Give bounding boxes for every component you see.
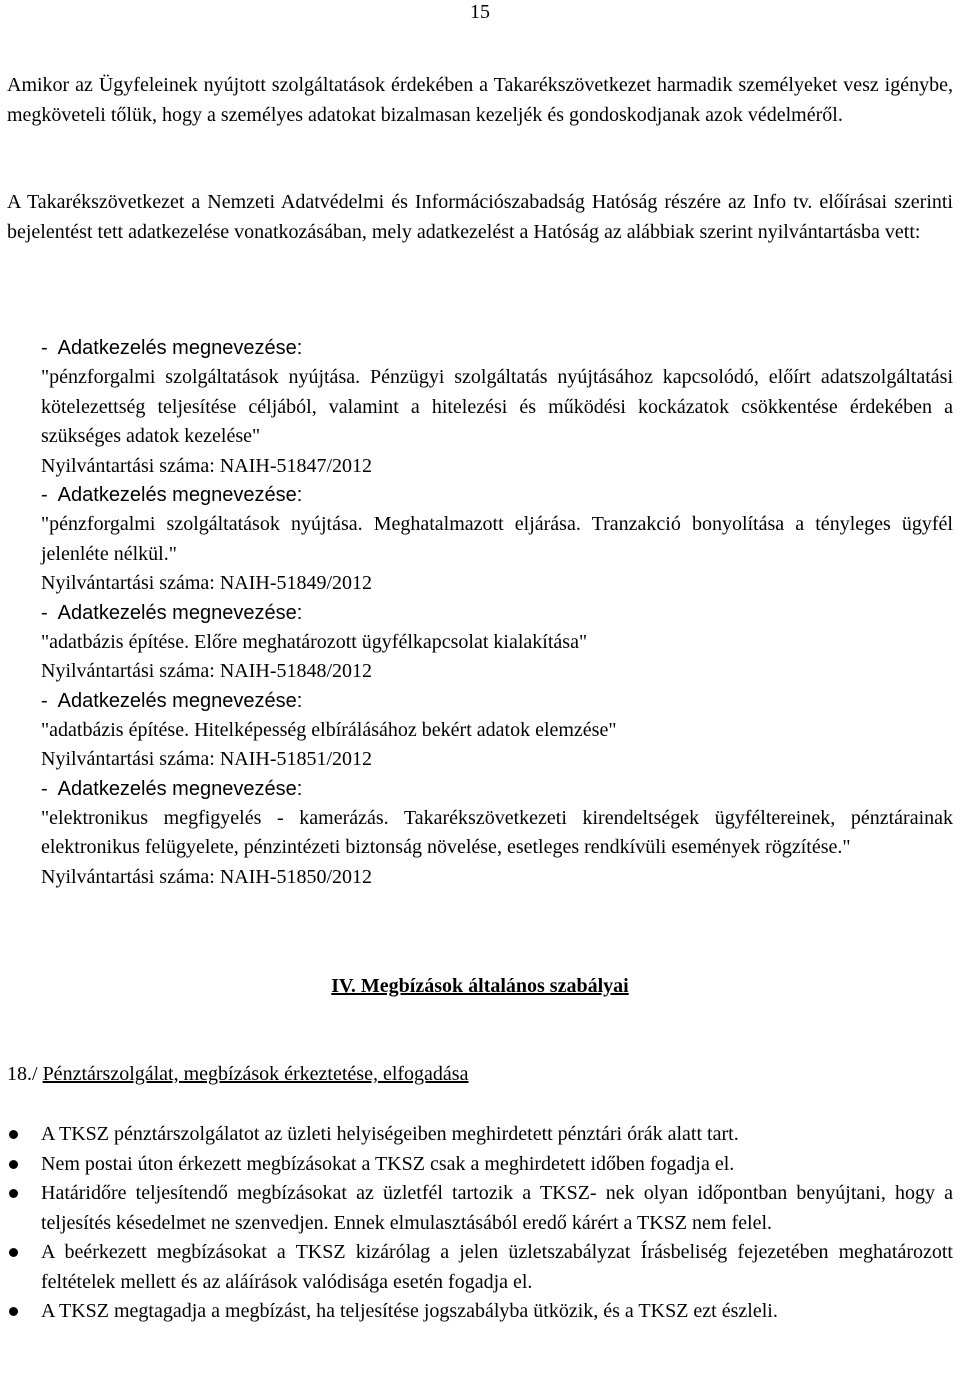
entry-label: - Adatkezelés megnevezése: [41,337,303,359]
list-item [0,1120,953,1150]
bullet-icon [9,1160,18,1169]
list-item [0,1238,953,1297]
subsection-title: Pénztárszolgálat, megbízások érkeztetése, elfogadása [42,1063,469,1085]
entry-label: - Adatkezelés megnevezése: [41,689,303,712]
list-item-text: A TKSZ pénztárszolgálatot az üzleti helyiségeiben meghirdetett pénztári órák alatt tart. [41,1123,739,1145]
list-item-text: Nem postai úton érkezett megbízásokat a TKSZ csak a meghirdetett időben fogadja el. [41,1152,735,1175]
section-heading-text: IV. Megbízások általános szabályai [331,975,629,997]
entry-label: - Adatkezelés megnevezése: [41,601,303,624]
entry-description: "elektronikus megfigyelés - kamerázás. Takarékszövetkezeti kirendeltségek ügyféltereinek, pénztárainak elektronikus felügyelete, pénzintézeti biztonság növelése, esetleges rendkívüli események rögzítése." [41,806,953,858]
entry-registration-number: Nyilvántartási száma: NAIH-51849/2012 [41,572,373,594]
page-number: 15 [470,1,490,23]
list-item-text: Határidőre teljesítendő megbízásokat az üzletfél tartozik a TKSZ- nek olyan időpontban benyújtani, hogy a teljesítés késedelmet ne szenvedjen. Ennek elmulasztásából eredő kárért a TKSZ nem felel. [41,1182,953,1234]
list-item [0,1179,953,1238]
entry-registration-number: Nyilvántartási száma: NAIH-51848/2012 [41,660,373,682]
entry-description: "pénzforgalmi szolgáltatások nyújtása. Meghatalmazott eljárása. Tranzakció bonyolítása a tényleges ügyfél jelenléte nélkül." [41,513,953,565]
list-item [0,1150,953,1180]
entry-registration-number: Nyilvántartási száma: NAIH-51850/2012 [41,865,373,888]
data-processing-registrations [41,334,953,892]
rules-bullet-list [0,1120,953,1327]
entry-description: "adatbázis építése. Előre meghatározott ügyfélkapcsolat kialakítása" [41,630,588,653]
registration-entry [41,334,953,481]
subsection-heading [7,1060,468,1090]
entry-label: - Adatkezelés megnevezése: [41,777,303,800]
registration-entry [41,481,953,599]
bullet-icon [9,1189,18,1198]
bullet-icon [9,1130,18,1139]
list-item [0,1297,953,1327]
registration-entry [41,599,953,687]
list-item-text: A beérkezett megbízásokat a TKSZ kizárólag a jelen üzletszabályzat Írásbeliség fejezetében meghatározott feltételek mellett és az aláírások valódisága esetén fogadja el. [41,1241,953,1293]
entry-description: "pénzforgalmi szolgáltatások nyújtása. Pénzügyi szolgáltatás nyújtásához kapcsolódó, előírt adatszolgáltatási kötelezettség teljesítése céljából, valamint a hitelezési és működési kockázatok csökkentése érdekében a szükséges adatok kezelése" [41,366,953,447]
registration-entry [41,687,953,775]
entry-registration-number: Nyilvántartási száma: NAIH-51847/2012 [41,454,373,477]
entry-description: "adatbázis építése. Hitelképesség elbírálásához bekért adatok elemzése" [41,718,617,741]
section-heading [0,972,960,1002]
list-item-text: A TKSZ megtagadja a megbízást, ha teljesítése jogszabályba ütközik, és a TKSZ ezt észleli. [41,1300,778,1322]
bullet-icon [9,1307,18,1316]
subsection-number: 18./ [7,1063,38,1085]
registration-entry [41,775,953,893]
intro-paragraph-2: A Takarékszövetkezet a Nemzeti Adatvédelmi és Információszabadság Hatóság részére az Info tv. előírásai szerinti bejelentést tett adatkezelése vonatkozásában, mely adatkezelést a Hatóság az alábbiak szerint nyilvántartásba vett: [7,191,953,243]
entry-registration-number: Nyilvántartási száma: NAIH-51851/2012 [41,748,373,770]
intro-paragraph-1: Amikor az Ügyfeleinek nyújtott szolgáltatások érdekében a Takarékszövetkezet harmadik személyeket vesz igénybe, megköveteli tőlük, hogy a személyes adatokat bizalmasan kezeljék és gondoskodjanak azok védelméről. [7,74,953,126]
entry-label: - Adatkezelés megnevezése: [41,484,303,506]
bullet-icon [9,1248,18,1257]
